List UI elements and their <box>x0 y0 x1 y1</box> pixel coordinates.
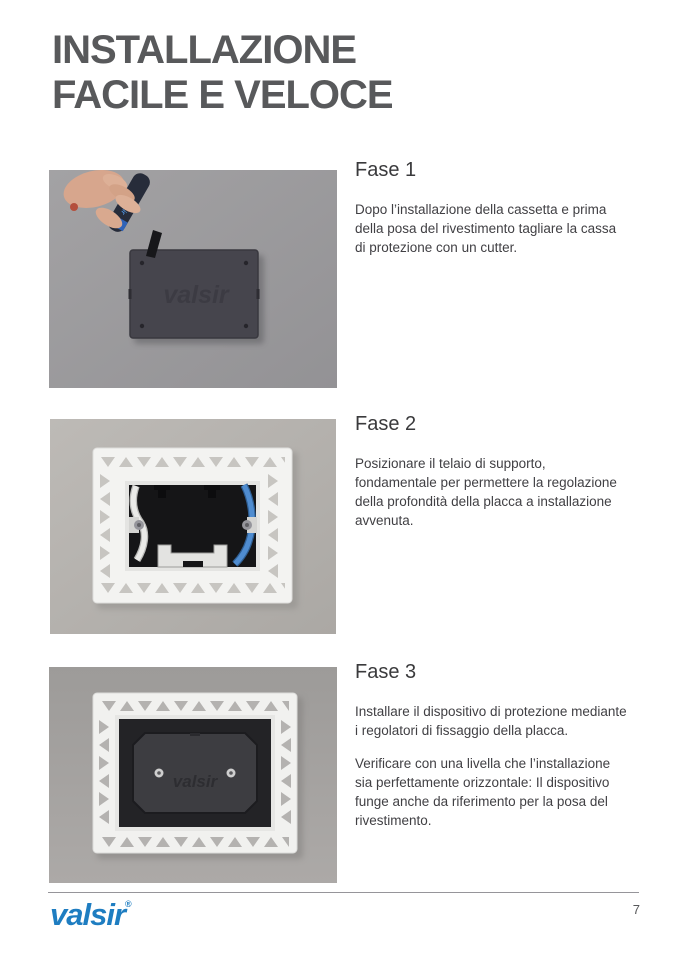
bracket-notch <box>183 561 203 567</box>
frame-triangles-bottom <box>101 835 289 849</box>
fase3-paragraph-2: Verificare con una livella che l’installazione sia perfettamente orizzontale: Il dispositivo funge anche da riferimento per la posa del rivestimento. <box>355 756 611 828</box>
frame-triangles-left <box>97 719 111 827</box>
fase1-paragraph: Dopo l’installazione della cassetta e prima della posa del rivestimento tagliare la cassa di protezione con un cutter. <box>355 202 617 255</box>
section-fase3-text <box>355 660 627 844</box>
plate-notch <box>190 733 200 736</box>
photo-fase1-cutting-box <box>49 170 337 388</box>
page-title-line1: INSTALLAZIONE <box>52 28 357 72</box>
plate-embossed-logo: valsir <box>172 772 218 791</box>
frame-triangles-right <box>266 473 280 579</box>
fase2-paragraph: Posizionare il telaio di supporto, fondamentale per permettere la regolazione della profondità della placca a installazione avvenuta. <box>355 456 617 528</box>
valsir-logo-text: valsir <box>50 897 126 932</box>
cutter-slider-red <box>70 203 78 211</box>
box-embossed-logo: valsir <box>163 281 229 309</box>
fase3-paragraph-1: Installare il dispositivo di protezione mediante i regolatori di fissaggio della placca. <box>355 704 627 738</box>
photo-fase1-illustration <box>49 170 337 388</box>
page-title-line2: FACILE E VELOCE <box>52 73 393 117</box>
photo-fase3-illustration <box>49 667 337 883</box>
frame-triangles-bottom <box>100 581 285 595</box>
frame-triangles-right <box>279 719 293 827</box>
frame-triangles-left <box>98 473 112 579</box>
valsir-logo <box>50 897 132 933</box>
frame-triangles-top <box>101 699 289 713</box>
frame-triangles-top <box>100 455 285 469</box>
fase3-heading: Fase 3 <box>355 661 417 683</box>
section-fase1-text <box>355 158 627 271</box>
footer-divider <box>48 892 639 893</box>
photo-fase2-support-frame <box>49 419 337 634</box>
fase2-heading: Fase 2 <box>355 413 417 435</box>
registered-mark: ® <box>125 899 132 909</box>
page-number: 7 <box>632 902 640 917</box>
protection-box <box>129 250 260 338</box>
section-fase2-text <box>355 412 627 544</box>
fase1-heading: Fase 1 <box>355 159 417 181</box>
photo-fase2-illustration <box>49 419 337 634</box>
photo-fase3-protection-device <box>49 667 337 883</box>
page-title <box>52 28 393 118</box>
